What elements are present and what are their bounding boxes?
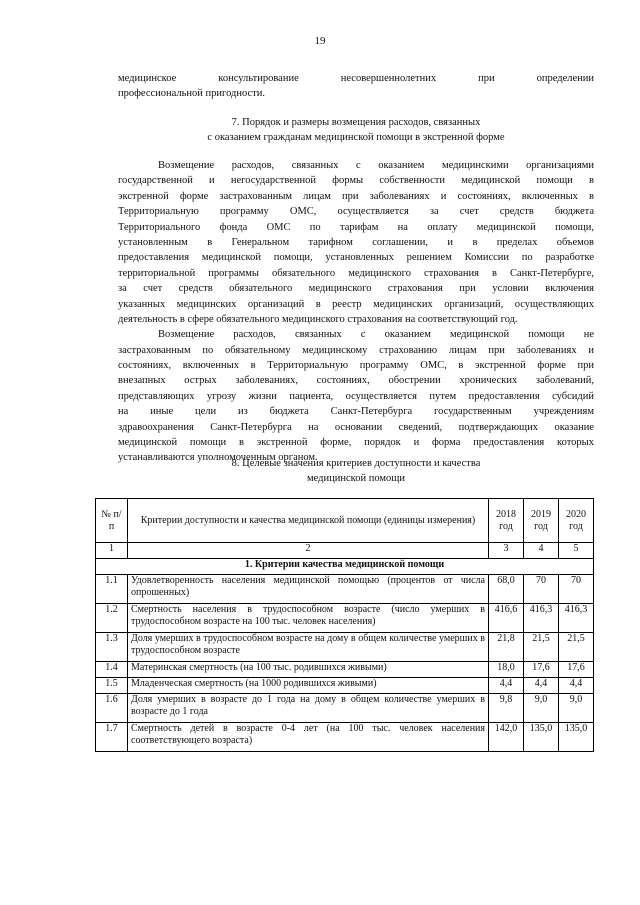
- row-value-2019: 70: [524, 575, 559, 604]
- paragraph-line: внезапных острых заболеваниях, состояниях, обострении хронических заболеваний,: [118, 375, 594, 387]
- heading-line: медицинской помощи: [307, 473, 405, 485]
- heading-line: с оказанием гражданам медицинской помощи в экстренной форме: [207, 132, 505, 144]
- row-text: Младенческая смертность (на 1000 родившихся живыми): [128, 678, 489, 694]
- row-num: 1.6: [96, 694, 128, 723]
- col-number: 1: [96, 543, 128, 559]
- heading-line: 8. Целевые значения критериев доступности и качества: [231, 458, 481, 469]
- section7-heading: [118, 115, 594, 146]
- row-value-2018: 68,0: [489, 575, 524, 604]
- paragraph-line: Территориального фонда ОМС по тарифам на оплату медицинской помощи,: [118, 221, 594, 233]
- row-value-2020: 9,0: [559, 694, 594, 723]
- table-row: [96, 633, 594, 662]
- col-number: 2: [128, 543, 489, 559]
- row-value-2020: 135,0: [559, 723, 594, 752]
- paragraph-line: за счет средств обязательного медицинского страхования при условии включения: [118, 283, 594, 295]
- paragraph-line: состояниях, включенных в Территориальную программу ОМС, в экстренной форме при: [118, 360, 594, 372]
- paragraph-line: Возмещение расходов, связанных с оказанием медицинской помощи не: [158, 329, 594, 341]
- row-text: Удовлетворенность населения медицинской помощью (процентов от числа опрошенных): [128, 575, 489, 604]
- table-row: [96, 604, 594, 633]
- row-value-2018: 21,8: [489, 633, 524, 662]
- row-value-2020: 21,5: [559, 633, 594, 662]
- row-num: 1.4: [96, 662, 128, 678]
- row-value-2020: 416,3: [559, 604, 594, 633]
- row-value-2019: 9,0: [524, 694, 559, 723]
- paragraph-line: установленным в Генеральном тарифном соглашении, и в пределах объемов: [118, 236, 594, 248]
- row-text: Доля умерших в трудоспособном возрасте на дому в общем количестве умерших в трудоспособном возрасте: [128, 633, 489, 662]
- row-value-2019: 21,5: [524, 633, 559, 662]
- table-header-row: [96, 499, 594, 543]
- paragraph-line: экстренной форме застрахованным лицам при заболеваниях и состояниях, включенных в: [118, 190, 594, 202]
- table-row: [96, 575, 594, 604]
- row-num: 1.2: [96, 604, 128, 633]
- header-2018: 2018 год: [489, 499, 524, 543]
- paragraph-line: устанавливаются уполномоченным органом.: [118, 452, 318, 464]
- paragraph-line: застрахованным по обязательному медицинскому страхованию лицам при заболеваниях и: [118, 344, 594, 356]
- row-value-2019: 17,6: [524, 662, 559, 678]
- paragraph-line: деятельность в сфере обязательного медицинского страхования на соответствующий год.: [118, 313, 518, 325]
- row-value-2019: 416,3: [524, 604, 559, 633]
- row-value-2019: 135,0: [524, 723, 559, 752]
- intro-line: медицинское консультирование несовершеннолетних при определении: [118, 73, 594, 84]
- row-value-2019: 4,4: [524, 678, 559, 694]
- paragraph-line: представляющих угрозу жизни пациента, осуществляется путем предоставления субсидий: [118, 390, 594, 402]
- section8-heading: [118, 456, 594, 487]
- row-text: Материнская смертность (на 100 тыс. родившихся живыми): [128, 662, 489, 678]
- section7-paragraph1: [118, 158, 594, 466]
- paragraph-line: территориальной программы обязательного медицинского страхования в Санкт-Петербурге,: [118, 267, 594, 279]
- row-value-2020: 17,6: [559, 662, 594, 678]
- row-num: 1.1: [96, 575, 128, 604]
- header-num: № п/п: [96, 499, 128, 543]
- paragraph-line: Возмещение расходов, связанных с оказанием медицинскими организациями: [158, 160, 594, 171]
- col-number: 3: [489, 543, 524, 559]
- row-value-2020: 70: [559, 575, 594, 604]
- row-text: Смертность детей в возрасте 0-4 лет (на 100 тыс. человек населения соответствующего возраста): [128, 723, 489, 752]
- table-row: [96, 662, 594, 678]
- paragraph-line: на иные цели из бюджета Санкт-Петербурга государственным учреждениям: [118, 406, 594, 418]
- table-row: [96, 678, 594, 694]
- intro-paragraph: [118, 71, 594, 102]
- paragraph-line: указанных медицинских организаций в реестр медицинских организаций, осуществляющих: [118, 298, 594, 310]
- row-value-2018: 4,4: [489, 678, 524, 694]
- row-value-2018: 9,8: [489, 694, 524, 723]
- table-row: [96, 723, 594, 752]
- row-value-2018: 18,0: [489, 662, 524, 678]
- row-num: 1.3: [96, 633, 128, 662]
- page-number: 19: [314, 35, 326, 47]
- row-num: 1.5: [96, 678, 128, 694]
- paragraph-line: здравоохранения Санкт-Петербурга на основании сведений, подтверждающих оказание: [118, 421, 594, 433]
- intro-line: профессиональной пригодности.: [118, 88, 265, 100]
- col-number: 5: [559, 543, 594, 559]
- paragraph-line: государственной и негосударственной формы собственности медицинской помощи в: [118, 175, 594, 187]
- row-value-2020: 4,4: [559, 678, 594, 694]
- table-row: [96, 694, 594, 723]
- header-2019: 2019 год: [524, 499, 559, 543]
- heading-line: 7. Порядок и размеры возмещения расходов, связанных: [231, 117, 481, 128]
- row-num: 1.7: [96, 723, 128, 752]
- col-number: 4: [524, 543, 559, 559]
- section-title: 1. Критерии качества медицинской помощи: [96, 559, 594, 575]
- criteria-table: [95, 498, 594, 752]
- row-value-2018: 142,0: [489, 723, 524, 752]
- paragraph-line: Территориальную программу ОМС, осуществляется за счет средств бюджета: [118, 206, 594, 218]
- paragraph-line: предоставления медицинской помощи, установленных решением Комиссии по разработке: [118, 252, 594, 264]
- paragraph-line: медицинской помощи в экстренной форме, порядок и форма предоставления которых: [118, 437, 594, 449]
- row-text: Смертность населения в трудоспособном возрасте (число умерших в трудоспособном возрасте на 100 тыс. человек населения): [128, 604, 489, 633]
- row-text: Доля умерших в возрасте до 1 года на дому в общем количестве умерших в возрасте до 1 года: [128, 694, 489, 723]
- section-title-row: [96, 559, 594, 575]
- header-2020: 2020 год: [559, 499, 594, 543]
- row-value-2018: 416,6: [489, 604, 524, 633]
- column-number-row: [96, 543, 594, 559]
- header-criteria: Критерии доступности и качества медицинской помощи (единицы измерения): [128, 499, 489, 543]
